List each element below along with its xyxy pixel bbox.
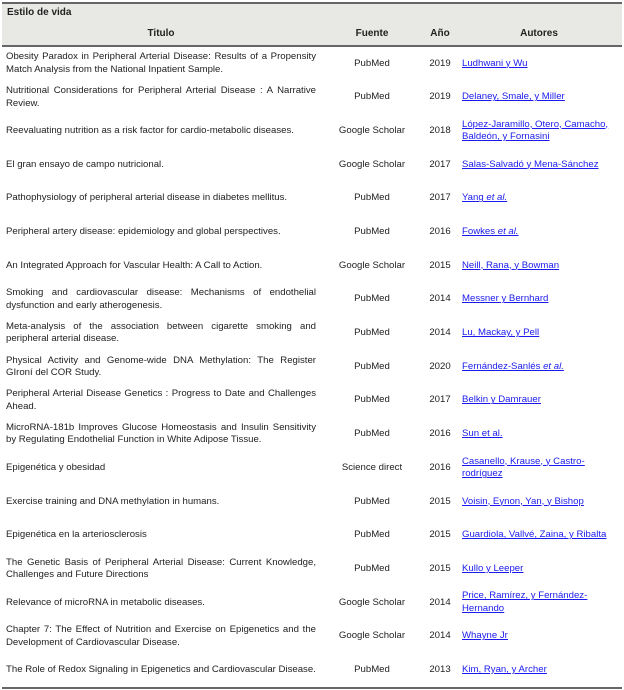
title-cell: Reevaluating nutrition as a risk factor for cardio-metabolic diseases. <box>6 124 294 136</box>
table-row <box>2 114 622 148</box>
authors-link[interactable] <box>462 529 606 540</box>
authors-cell <box>456 46 622 81</box>
source-cell: Google Scholar <box>338 259 406 271</box>
year-cell: 2015 <box>429 259 451 271</box>
source-cell: Google Scholar <box>338 596 406 608</box>
title-cell: Pathophysiology of peripheral arterial disease in diabetes mellitus. <box>6 192 288 204</box>
authors-text: Ludhwani y Wu <box>462 57 528 69</box>
authors-cell <box>456 114 622 148</box>
year-cell: 2014 <box>429 630 451 642</box>
source-cell: PubMed <box>354 57 390 69</box>
year-cell: 2019 <box>429 91 451 103</box>
authors-text: Whayne Jr <box>462 630 508 642</box>
year-cell: 2018 <box>429 124 451 136</box>
source-cell: PubMed <box>354 327 390 339</box>
authors-link[interactable] <box>462 192 507 203</box>
authors-link[interactable] <box>462 563 523 574</box>
authors-text: Fowkes <box>462 226 498 238</box>
year-cell: 2017 <box>429 394 451 406</box>
title-cell: Epigenética y obesidad <box>6 461 106 473</box>
authors-link[interactable] <box>462 664 547 675</box>
authors-link[interactable] <box>462 159 599 170</box>
title-cell: The Role of Redox Signaling in Epigenetics and Cardiovascular Disease. <box>2 653 320 688</box>
table-row <box>2 249 622 283</box>
title-cell: Smoking and cardiovascular disease: Mechanisms of endothelial dysfunction and early atherogenesis. <box>6 287 316 311</box>
year-cell: 2019 <box>429 57 451 69</box>
authors-cell <box>456 552 622 586</box>
authors-cell <box>456 451 622 485</box>
source-cell: PubMed <box>354 428 390 440</box>
source-cell: PubMed <box>354 192 390 204</box>
header-authors: Autores <box>456 22 622 46</box>
authors-text: Delaney, Smale, y Miller <box>462 91 565 103</box>
source-cell: PubMed <box>354 394 390 406</box>
table-row <box>2 81 622 115</box>
year-cell: 2020 <box>429 360 451 372</box>
authors-text: Kim, Ryan, y Archer <box>462 663 547 675</box>
authors-text: Sun et al. <box>462 428 503 440</box>
authors-cell <box>456 653 622 688</box>
authors-cell <box>456 350 622 384</box>
source-cell: Google Scholar <box>338 158 406 170</box>
authors-text: Casanello, Krause, y Castro-rodríguez <box>462 455 585 480</box>
authors-link[interactable] <box>462 119 608 143</box>
authors-link[interactable] <box>462 496 584 507</box>
table-row <box>2 384 622 418</box>
year-cell: 2017 <box>429 192 451 204</box>
authors-link[interactable] <box>462 226 519 237</box>
year-cell: 2015 <box>429 562 451 574</box>
authors-cell <box>456 317 622 351</box>
authors-link[interactable] <box>462 260 559 271</box>
source-cell: PubMed <box>354 562 390 574</box>
header-year: Año <box>424 22 456 46</box>
authors-text: Neill, Rana, y Bowman <box>462 259 560 271</box>
year-cell: 2014 <box>429 293 451 305</box>
year-cell: 2015 <box>429 495 451 507</box>
source-cell: PubMed <box>354 529 390 541</box>
table-row <box>2 418 622 452</box>
title-cell: An Integrated Approach for Vascular Health: A Call to Action. <box>6 259 263 271</box>
table-row <box>2 519 622 553</box>
header-title: Titulo <box>2 22 320 46</box>
table-row <box>2 485 622 519</box>
source-cell: Google Scholar <box>338 630 406 642</box>
year-cell: 2016 <box>429 226 451 238</box>
table-row <box>2 148 622 182</box>
title-cell: Relevance of microRNA in metabolic diseases. <box>6 596 205 608</box>
table-row <box>2 46 622 81</box>
authors-link[interactable] <box>462 394 541 405</box>
title-cell: Epigenética en la arteriosclerosis <box>6 529 147 541</box>
authors-cell <box>456 485 622 519</box>
authors-cell <box>456 249 622 283</box>
authors-link[interactable] <box>462 58 527 69</box>
title-cell: Peripheral artery disease: epidemiology and global perspectives. <box>6 226 281 238</box>
title-cell: Meta-analysis of the association between cigarette smoking and peripheral arterial disease. <box>6 320 316 345</box>
title-cell: Obesity Paradox in Peripheral Arterial Disease: Results of a Propensity Match Analysis from the National Inpatient Sample. <box>6 51 316 75</box>
title-cell: El gran ensayo de campo nutricional. <box>6 158 164 170</box>
source-cell: Science direct <box>341 461 403 473</box>
title-cell: Nutritional Considerations for Peripheral Arterial Disease : A Narrative Review. <box>6 85 316 109</box>
year-cell: 2017 <box>429 158 451 170</box>
source-cell: PubMed <box>354 226 390 238</box>
authors-link[interactable] <box>462 91 565 102</box>
authors-cell <box>456 81 622 115</box>
authors-text: Messner y Bernhard <box>462 293 549 305</box>
year-cell: 2014 <box>429 596 451 608</box>
year-cell: 2014 <box>429 327 451 339</box>
title-cell: Exercise training and DNA methylation in humans. <box>6 495 220 507</box>
source-cell: Google Scholar <box>338 124 406 136</box>
source-cell: PubMed <box>354 293 390 305</box>
header-source: Fuente <box>320 22 424 46</box>
title-cell: MicroRNA-181b Improves Glucose Homeostasis and Insulin Sensitivity by Regulating Endothelial Function in White Adipose Tissue. <box>6 421 316 446</box>
authors-link[interactable] <box>462 327 539 338</box>
authors-text: Voisin, Eynon, Yan, y Bishop <box>462 495 584 507</box>
source-cell: PubMed <box>320 653 424 688</box>
table-row <box>2 653 622 688</box>
authors-text: Salas-Salvadó y Mena-Sánchez <box>462 158 599 170</box>
authors-text: Fernández-Sanlés <box>462 360 544 372</box>
et-al-text: et al. <box>497 226 519 238</box>
references-table <box>2 22 622 689</box>
table-header-row <box>2 22 622 46</box>
authors-link[interactable] <box>462 293 548 304</box>
authors-cell <box>456 148 622 182</box>
year-cell: 2015 <box>429 529 451 541</box>
authors-text: Belkin y Damrauer <box>462 394 541 406</box>
title-cell: The Genetic Basis of Peripheral Arterial Disease: Current Knowledge, Challenges and Future Directions <box>6 556 316 581</box>
authors-link[interactable] <box>462 630 508 641</box>
table-row <box>2 451 622 485</box>
source-cell: PubMed <box>354 91 390 103</box>
table-row <box>2 283 622 317</box>
authors-link[interactable] <box>462 456 585 480</box>
authors-cell <box>456 384 622 418</box>
table-row <box>2 350 622 384</box>
table-row <box>2 586 622 620</box>
table-row <box>2 552 622 586</box>
year-cell: 2013 <box>424 653 456 688</box>
et-al-text: et al. <box>486 192 508 204</box>
authors-text: Guardiola, Vallvé, Zaina, y Ribalta <box>462 529 607 541</box>
authors-cell <box>456 283 622 317</box>
authors-text: López-Jaramillo, Otero, Camacho, Baldeón, y Fornasini <box>462 118 609 143</box>
authors-cell <box>456 586 622 620</box>
table-row <box>2 215 622 249</box>
authors-link[interactable] <box>462 361 564 372</box>
authors-text: Yang <box>462 192 487 204</box>
section-title: Estilo de vida <box>2 2 622 22</box>
authors-link[interactable] <box>462 590 587 614</box>
authors-cell <box>456 418 622 452</box>
authors-cell <box>456 620 622 654</box>
authors-text: Kullo y Leeper <box>462 562 524 574</box>
table-row <box>2 182 622 216</box>
title-cell: Chapter 7: The Effect of Nutrition and Exercise on Epigenetics and the Development of Cardiovascular Disease. <box>6 624 316 648</box>
references-table-container <box>2 2 622 689</box>
et-al-text: et al. <box>543 360 564 372</box>
table-row <box>2 317 622 351</box>
source-cell: PubMed <box>354 360 390 372</box>
year-cell: 2016 <box>429 461 451 473</box>
authors-text: Lu, Mackay, y Pell <box>462 327 540 339</box>
authors-cell <box>456 519 622 553</box>
authors-cell <box>456 215 622 249</box>
table-row <box>2 620 622 654</box>
source-cell: PubMed <box>354 495 390 507</box>
authors-cell <box>456 182 622 216</box>
title-cell: Physical Activity and Genome-wide DNA Methylation: The Register GIroní del COR Study. <box>6 354 316 379</box>
title-cell: Peripheral Arterial Disease Genetics : Progress to Date and Challenges Ahead. <box>6 388 316 412</box>
authors-link[interactable] <box>462 428 503 439</box>
year-cell: 2016 <box>429 428 451 440</box>
authors-text: Price, Ramírez, y Fernández-Hernando <box>462 590 588 614</box>
